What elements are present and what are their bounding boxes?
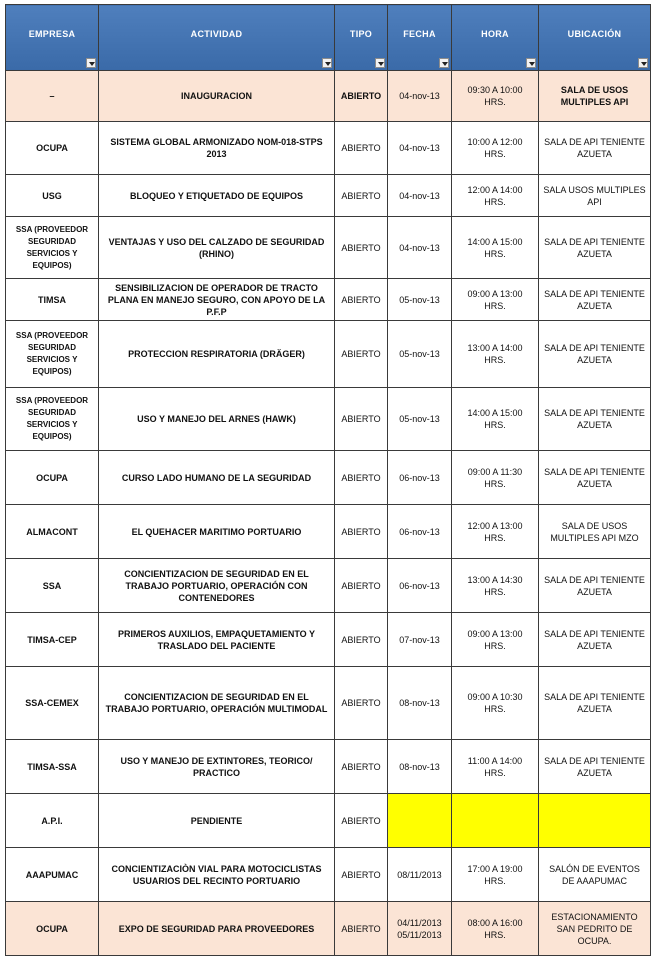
cell-actividad[interactable]: PROTECCION RESPIRATORIA (DRÄGER) [99,321,335,388]
cell-ubicacion[interactable]: SALA DE API TENIENTE AZUETA [539,279,651,321]
header-actividad: ACTIVIDAD [99,5,335,71]
cell-fecha[interactable]: 05-nov-13 [388,388,452,451]
cell-tipo[interactable]: ABIERTO [335,71,388,122]
filter-dropdown-icon[interactable] [86,58,96,68]
cell-hora[interactable]: 09:00 A 13:00 HRS. [452,613,539,667]
header-row [6,5,651,71]
cell-hora[interactable]: 09:00 A 11:30 HRS. [452,451,539,505]
filter-dropdown-icon[interactable] [439,58,449,68]
table-row [6,175,651,217]
cell-actividad[interactable]: PENDIENTE [99,794,335,848]
table-row [6,794,651,848]
table-row [6,505,651,559]
filter-dropdown-icon[interactable] [526,58,536,68]
cell-tipo[interactable]: ABIERTO [335,794,388,848]
cell-actividad[interactable]: VENTAJAS Y USO DEL CALZADO DE SEGURIDAD (RHINO) [99,217,335,279]
cell-actividad[interactable]: CONCIENTIZACIÒN VIAL PARA MOTOCICLISTAS USUARIOS DEL RECINTO PORTUARIO [99,848,335,902]
cell-ubicacion[interactable] [539,794,651,848]
cell-ubicacion[interactable]: SALA DE API TENIENTE AZUETA [539,321,651,388]
cell-ubicacion[interactable]: SALA DE API TENIENTE AZUETA [539,388,651,451]
schedule-table [5,4,651,956]
cell-empresa[interactable]: – [6,71,99,122]
cell-hora[interactable]: 13:00 A 14:00 HRS. [452,321,539,388]
cell-fecha[interactable]: 06-nov-13 [388,559,452,613]
cell-empresa[interactable]: SSA (PROVEEDOR SEGURIDAD SERVICIOS Y EQUIPOS) [6,217,99,279]
cell-hora[interactable]: 14:00 A 15:00 HRS. [452,217,539,279]
cell-tipo[interactable]: ABIERTO [335,175,388,217]
cell-tipo[interactable]: ABIERTO [335,902,388,956]
table-row [6,217,651,279]
table-row [6,613,651,667]
cell-empresa[interactable]: OCUPA [6,122,99,175]
cell-actividad[interactable]: INAUGURACION [99,71,335,122]
cell-fecha[interactable]: 05-nov-13 [388,321,452,388]
cell-empresa[interactable]: AAAPUMAC [6,848,99,902]
cell-fecha[interactable]: 04-nov-13 [388,122,452,175]
cell-tipo[interactable]: ABIERTO [335,279,388,321]
cell-fecha[interactable]: 04-nov-13 [388,175,452,217]
cell-ubicacion[interactable]: SALA DE API TENIENTE AZUETA [539,740,651,794]
cell-ubicacion[interactable]: SALA DE USOS MULTIPLES API MZO [539,505,651,559]
cell-ubicacion[interactable]: SALA DE API TENIENTE AZUETA [539,667,651,740]
cell-fecha[interactable]: 06-nov-13 [388,451,452,505]
cell-ubicacion[interactable]: SALÓN DE EVENTOS DE AAAPUMAC [539,848,651,902]
table-row [6,740,651,794]
cell-actividad[interactable]: PRIMEROS AUXILIOS, EMPAQUETAMIENTO Y TRASLADO DEL PACIENTE [99,613,335,667]
cell-hora[interactable]: 08:00 A 16:00 HRS. [452,902,539,956]
cell-tipo[interactable]: ABIERTO [335,321,388,388]
cell-ubicacion[interactable]: SALA DE API TENIENTE AZUETA [539,559,651,613]
header-fecha: FECHA [388,5,452,71]
cell-empresa[interactable]: USG [6,175,99,217]
cell-hora[interactable]: 09:00 A 10:30 HRS. [452,667,539,740]
cell-fecha[interactable]: 08/11/2013 [388,848,452,902]
header-tipo: TIPO [335,5,388,71]
table-row [6,902,651,956]
cell-hora[interactable]: 09:00 A 13:00 HRS. [452,279,539,321]
cell-empresa[interactable]: ALMACONT [6,505,99,559]
cell-empresa[interactable]: SSA-CEMEX [6,667,99,740]
cell-actividad[interactable]: USO Y MANEJO DE EXTINTORES, TEORICO/ PRACTICO [99,740,335,794]
cell-tipo[interactable]: ABIERTO [335,505,388,559]
table-row [6,71,651,122]
cell-tipo[interactable]: ABIERTO [335,613,388,667]
cell-hora[interactable]: 10:00 A 12:00 HRS. [452,122,539,175]
cell-actividad[interactable]: CONCIENTIZACION DE SEGURIDAD EN EL TRABAJO PORTUARIO, OPERACIÓN MULTIMODAL [99,667,335,740]
cell-ubicacion[interactable]: SALA DE API TENIENTE AZUETA [539,451,651,505]
cell-empresa[interactable]: SSA (PROVEEDOR SEGURIDAD SERVICIOS Y EQUIPOS) [6,388,99,451]
table-row [6,321,651,388]
cell-hora[interactable]: 13:00 A 14:30 HRS. [452,559,539,613]
cell-ubicacion[interactable]: SALA DE USOS MULTIPLES API [539,71,651,122]
cell-actividad[interactable]: SENSIBILIZACION DE OPERADOR DE TRACTO PLANA EN MANEJO SEGURO, CON APOYO DE LA P.F.P [99,279,335,321]
cell-fecha[interactable]: 04-nov-13 [388,71,452,122]
cell-tipo[interactable]: ABIERTO [335,451,388,505]
table-row [6,667,651,740]
table-row [6,279,651,321]
header-hora: HORA [452,5,539,71]
cell-tipo[interactable]: ABIERTO [335,388,388,451]
filter-dropdown-icon[interactable] [322,58,332,68]
cell-fecha[interactable] [388,794,452,848]
cell-actividad[interactable]: EXPO DE SEGURIDAD PARA PROVEEDORES [99,902,335,956]
cell-fecha[interactable]: 04/11/2013 05/11/2013 [388,902,452,956]
cell-hora[interactable]: 17:00 A 19:00 HRS. [452,848,539,902]
cell-fecha[interactable]: 05-nov-13 [388,279,452,321]
cell-tipo[interactable]: ABIERTO [335,848,388,902]
cell-fecha[interactable]: 08-nov-13 [388,740,452,794]
cell-hora[interactable]: 11:00 A 14:00 HRS. [452,740,539,794]
table-row [6,122,651,175]
cell-empresa[interactable]: A.P.I. [6,794,99,848]
cell-empresa[interactable]: OCUPA [6,451,99,505]
cell-empresa[interactable]: SSA [6,559,99,613]
cell-empresa[interactable]: TIMSA-SSA [6,740,99,794]
cell-empresa[interactable]: SSA (PROVEEDOR SEGURIDAD SERVICIOS Y EQUIPOS) [6,321,99,388]
table-row [6,848,651,902]
cell-ubicacion[interactable]: SALA DE API TENIENTE AZUETA [539,613,651,667]
filter-dropdown-icon[interactable] [638,58,648,68]
cell-tipo[interactable]: ABIERTO [335,122,388,175]
cell-actividad[interactable]: CONCIENTIZACION DE SEGURIDAD EN EL TRABAJO PORTUARIO, OPERACIÓN CON CONTENEDORES [99,559,335,613]
cell-fecha[interactable]: 07-nov-13 [388,613,452,667]
header-empresa: EMPRESA [6,5,99,71]
header-ubicacion: UBICACIÓN [539,5,651,71]
cell-actividad[interactable]: BLOQUEO Y ETIQUETADO DE EQUIPOS [99,175,335,217]
table-row [6,559,651,613]
cell-actividad[interactable]: CURSO LADO HUMANO DE LA SEGURIDAD [99,451,335,505]
cell-fecha[interactable]: 04-nov-13 [388,217,452,279]
cell-actividad[interactable]: USO Y MANEJO DEL ARNES (HAWK) [99,388,335,451]
cell-hora[interactable]: 14:00 A 15:00 HRS. [452,388,539,451]
cell-fecha[interactable]: 08-nov-13 [388,667,452,740]
table-row [6,388,651,451]
cell-hora[interactable]: 12:00 A 14:00 HRS. [452,175,539,217]
cell-tipo[interactable]: ABIERTO [335,559,388,613]
cell-ubicacion[interactable]: ESTACIONAMIENTO SAN PEDRITO DE OCUPA. [539,902,651,956]
cell-actividad[interactable]: EL QUEHACER MARITIMO PORTUARIO [99,505,335,559]
cell-empresa[interactable]: OCUPA [6,902,99,956]
cell-ubicacion[interactable]: SALA DE API TENIENTE AZUETA [539,122,651,175]
cell-tipo[interactable]: ABIERTO [335,217,388,279]
cell-hora[interactable] [452,794,539,848]
filter-dropdown-icon[interactable] [375,58,385,68]
cell-hora[interactable]: 12:00 A 13:00 HRS. [452,505,539,559]
cell-ubicacion[interactable]: SALA DE API TENIENTE AZUETA [539,217,651,279]
cell-empresa[interactable]: TIMSA [6,279,99,321]
table-row [6,451,651,505]
cell-tipo[interactable]: ABIERTO [335,740,388,794]
cell-empresa[interactable]: TIMSA-CEP [6,613,99,667]
cell-actividad[interactable]: SISTEMA GLOBAL ARMONIZADO NOM-018-STPS 2013 [99,122,335,175]
cell-fecha[interactable]: 06-nov-13 [388,505,452,559]
cell-hora[interactable]: 09:30 A 10:00 HRS. [452,71,539,122]
cell-tipo[interactable]: ABIERTO [335,667,388,740]
cell-ubicacion[interactable]: SALA USOS MULTIPLES API [539,175,651,217]
